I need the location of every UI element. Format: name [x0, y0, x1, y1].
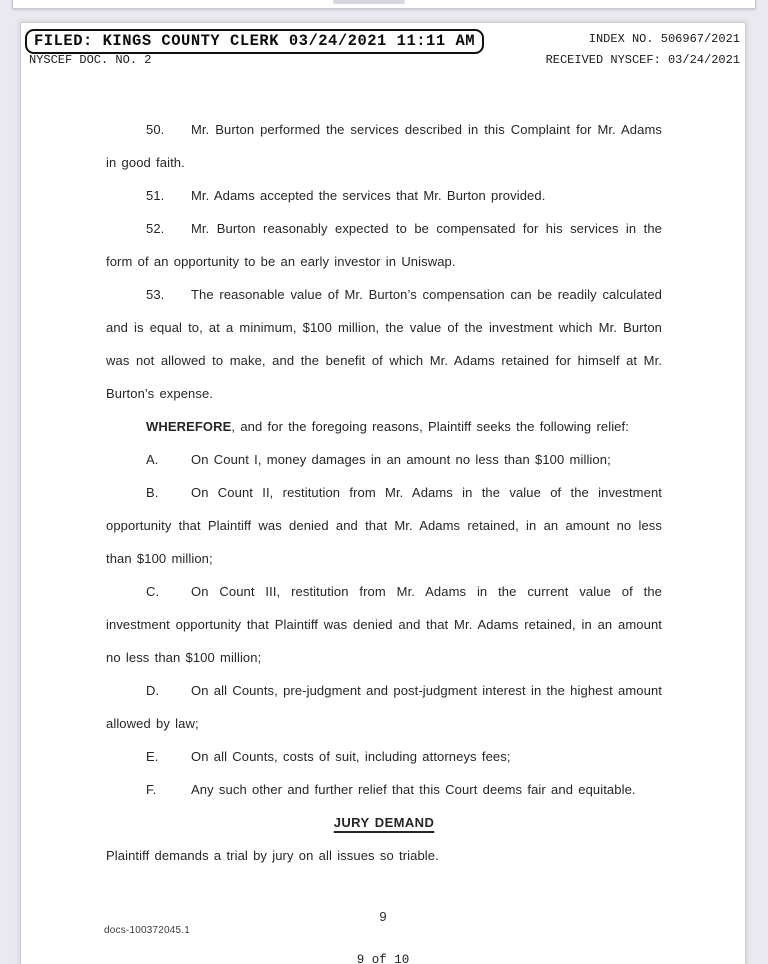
- paragraph-53: [106, 278, 662, 410]
- jury-demand-heading: [106, 806, 662, 839]
- relief-item-a: [106, 443, 662, 476]
- top-edge-artifact: [333, 0, 405, 4]
- relief-item-f: [106, 773, 662, 806]
- relief-text: On Count II, restitution from Mr. Adams in the value of the investment opportunity that Plaintiff was denied and that Mr. Adams retained, in an amount no less than $100 million;: [106, 485, 662, 566]
- relief-item-e: [106, 740, 662, 773]
- nyscef-doc-number: NYSCEF DOC. NO. 2: [29, 53, 152, 67]
- nyscef-header: [21, 23, 745, 69]
- filed-stamp: [25, 29, 484, 54]
- relief-letter: F.: [146, 782, 157, 797]
- paragraph-text: Mr. Burton reasonably expected to be compensated for his services in the form of an opportunity to be an early investor in Uniswap.: [106, 221, 662, 269]
- relief-item-d: [106, 674, 662, 740]
- document-body: [106, 113, 662, 872]
- relief-letter: B.: [146, 485, 159, 500]
- paragraph-50: [106, 113, 662, 179]
- paragraph-text: Mr. Burton performed the services described in this Complaint for Mr. Adams in good faith.: [106, 122, 662, 170]
- relief-text: On all Counts, pre-judgment and post-judgment interest in the highest amount allowed by law;: [106, 683, 662, 731]
- index-number: INDEX NO. 506967/2021: [588, 32, 740, 46]
- relief-text: On Count III, restitution from Mr. Adams in the current value of the investment opportunity that Plaintiff was denied and that Mr. Adams retained, in an amount no less than $100 million;: [106, 584, 662, 665]
- received-date: RECEIVED NYSCEF: 03/24/2021: [545, 53, 740, 67]
- paragraph-number: 50.: [146, 122, 165, 137]
- paragraph-text: Mr. Adams accepted the services that Mr. Burton provided.: [191, 188, 546, 203]
- paragraph-52: [106, 212, 662, 278]
- relief-letter: C.: [146, 584, 160, 599]
- relief-letter: E.: [146, 749, 159, 764]
- relief-letter: D.: [146, 683, 160, 698]
- page-count-stamp: 9 of 10: [356, 953, 410, 964]
- jury-demand-text: Plaintiff demands a trial by jury on all issues so triable.: [106, 848, 439, 863]
- paragraph-51: [106, 179, 662, 212]
- wherefore-clause: [106, 410, 662, 443]
- document-id: docs-100372045.1: [104, 925, 191, 936]
- paragraph-number: 52.: [146, 221, 165, 236]
- relief-item-c: [106, 575, 662, 674]
- paragraph-text: The reasonable value of Mr. Burton’s compensation can be readily calculated and is equal to, at a minimum, $100 million, the value of the investment which Mr. Burton was not allowed to make, and the benefit of which Mr. Adams retained for himself at Mr. Burton’s expense.: [106, 287, 662, 401]
- relief-text: Any such other and further relief that this Court deems fair and equitable.: [191, 782, 636, 797]
- relief-text: On all Counts, costs of suit, including attorneys fees;: [191, 749, 511, 764]
- jury-demand-heading-text: JURY DEMAND: [333, 815, 435, 830]
- wherefore-keyword: WHEREFORE: [146, 419, 232, 434]
- filed-stamp-text: FILED: KINGS COUNTY CLERK 03/24/2021 11:11 AM: [34, 32, 476, 50]
- wherefore-text: , and for the foregoing reasons, Plaintiff seeks the following relief:: [231, 419, 629, 434]
- relief-text: On Count I, money damages in an amount no less than $100 million;: [191, 452, 611, 467]
- page-number: 9: [379, 909, 387, 924]
- relief-letter: A.: [146, 452, 159, 467]
- document-page: [20, 22, 746, 964]
- relief-item-b: [106, 476, 662, 575]
- paragraph-number: 51.: [146, 188, 165, 203]
- document-footer: [21, 909, 745, 964]
- paragraph-number: 53.: [146, 287, 165, 302]
